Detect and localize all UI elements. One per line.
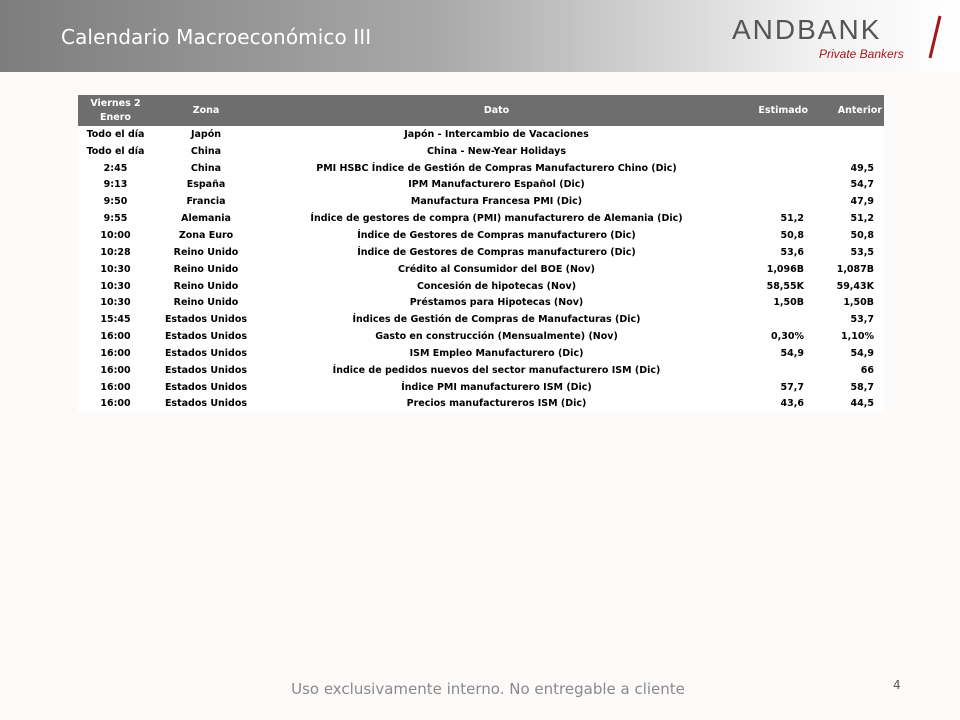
column-header-date: Viernes 2 Enero (78, 95, 153, 126)
cell-zone: Reino Unido (153, 244, 259, 261)
footer-disclaimer: Uso exclusivamente interno. No entregable a cliente (291, 680, 685, 698)
cell-estimate: 50,8 (734, 227, 810, 244)
cell-estimate: 53,6 (734, 244, 810, 261)
table-row (78, 193, 884, 210)
cell-zone: Japón (153, 126, 259, 143)
table-row (78, 294, 884, 311)
cell-zone: Reino Unido (153, 294, 259, 311)
logo-name: ANDBANK (732, 14, 882, 45)
cell-data: Índice de Gestores de Compras manufacturero (Dic) (259, 244, 734, 261)
cell-estimate (734, 177, 810, 194)
cell-data: Manufactura Francesa PMI (Dic) (259, 193, 734, 210)
cell-time: 9:55 (78, 210, 153, 227)
table-row (78, 160, 884, 177)
cell-previous: 1,087B (810, 261, 884, 278)
cell-estimate (734, 126, 810, 143)
table-row (78, 244, 884, 261)
cell-data: Índice de Gestores de Compras manufacturero (Dic) (259, 227, 734, 244)
cell-previous: 66 (810, 362, 884, 379)
cell-zone: Estados Unidos (153, 362, 259, 379)
cell-data: Crédito al Consumidor del BOE (Nov) (259, 261, 734, 278)
cell-data: Índices de Gestión de Compras de Manufacturas (Dic) (259, 311, 734, 328)
cell-time: 10:30 (78, 278, 153, 295)
cell-previous: 53,5 (810, 244, 884, 261)
cell-previous: 54,7 (810, 177, 884, 194)
cell-estimate: 57,7 (734, 379, 810, 396)
cell-zone: Alemania (153, 210, 259, 227)
cell-time: 16:00 (78, 345, 153, 362)
cell-time: 10:28 (78, 244, 153, 261)
cell-zone: Estados Unidos (153, 311, 259, 328)
table-row (78, 261, 884, 278)
logo-subtitle: Private Bankers (819, 47, 904, 61)
cell-zone: Reino Unido (153, 278, 259, 295)
cell-data: Japón - Intercambio de Vacaciones (259, 126, 734, 143)
table-row (78, 362, 884, 379)
calendar-table (78, 95, 884, 412)
table-row (78, 210, 884, 227)
cell-previous: 59,43K (810, 278, 884, 295)
cell-zone: Estados Unidos (153, 328, 259, 345)
cell-estimate: 54,9 (734, 345, 810, 362)
cell-estimate (734, 193, 810, 210)
cell-zone: Zona Euro (153, 227, 259, 244)
table-row (78, 328, 884, 345)
cell-zone: China (153, 143, 259, 160)
cell-previous: 53,7 (810, 311, 884, 328)
cell-previous: 1,50B (810, 294, 884, 311)
cell-previous: 47,9 (810, 193, 884, 210)
andbank-logo (732, 14, 952, 64)
table-row (78, 227, 884, 244)
column-header-data: Dato (259, 95, 734, 126)
cell-time: 15:45 (78, 311, 153, 328)
cell-time: 10:00 (78, 227, 153, 244)
cell-previous: 58,7 (810, 379, 884, 396)
cell-estimate (734, 311, 810, 328)
table-row (78, 396, 884, 413)
cell-time: 16:00 (78, 396, 153, 413)
cell-previous (810, 143, 884, 160)
cell-time: 10:30 (78, 294, 153, 311)
page-title: Calendario Macroeconómico III (61, 25, 372, 49)
cell-data: Índice de gestores de compra (PMI) manufacturero de Alemania (Dic) (259, 210, 734, 227)
cell-data: Préstamos para Hipotecas (Nov) (259, 294, 734, 311)
cell-time: 10:30 (78, 261, 153, 278)
cell-time: 16:00 (78, 328, 153, 345)
cell-estimate: 51,2 (734, 210, 810, 227)
cell-previous: 50,8 (810, 227, 884, 244)
cell-estimate: 1,50B (734, 294, 810, 311)
cell-data: IPM Manufacturero Español (Dic) (259, 177, 734, 194)
cell-data: PMI HSBC Índice de Gestión de Compras Manufacturero Chino (Dic) (259, 160, 734, 177)
table-row (78, 177, 884, 194)
cell-data: Concesión de hipotecas (Nov) (259, 278, 734, 295)
table-row (78, 311, 884, 328)
cell-estimate (734, 160, 810, 177)
table-row (78, 278, 884, 295)
cell-estimate: 1,096B (734, 261, 810, 278)
cell-previous: 1,10% (810, 328, 884, 345)
cell-previous: 54,9 (810, 345, 884, 362)
cell-time: 9:13 (78, 177, 153, 194)
cell-zone: Estados Unidos (153, 396, 259, 413)
table-row (78, 345, 884, 362)
cell-previous: 49,5 (810, 160, 884, 177)
cell-data: Gasto en construcción (Mensualmente) (Nov) (259, 328, 734, 345)
cell-estimate (734, 362, 810, 379)
page-number: 4 (893, 678, 901, 692)
column-header-zone: Zona (153, 95, 259, 126)
cell-data: Índice de pedidos nuevos del sector manufacturero ISM (Dic) (259, 362, 734, 379)
cell-data: China - New-Year Holidays (259, 143, 734, 160)
table-header-row (78, 95, 884, 126)
cell-data: ISM Empleo Manufacturero (Dic) (259, 345, 734, 362)
calendar-table-container (78, 95, 884, 412)
cell-zone: España (153, 177, 259, 194)
cell-time: 16:00 (78, 362, 153, 379)
column-header-previous: Anterior (810, 95, 884, 126)
cell-zone: Estados Unidos (153, 379, 259, 396)
header-bar (0, 0, 960, 72)
cell-time: 2:45 (78, 160, 153, 177)
cell-time: Todo el día (78, 143, 153, 160)
table-row (78, 143, 884, 160)
cell-estimate: 43,6 (734, 396, 810, 413)
table-row (78, 126, 884, 143)
cell-time: 9:50 (78, 193, 153, 210)
table-row (78, 379, 884, 396)
cell-previous (810, 126, 884, 143)
cell-estimate (734, 143, 810, 160)
cell-data: Precios manufactureros ISM (Dic) (259, 396, 734, 413)
cell-zone: Francia (153, 193, 259, 210)
cell-estimate: 58,55K (734, 278, 810, 295)
cell-time: 16:00 (78, 379, 153, 396)
column-header-estimate: Estimado (734, 95, 810, 126)
cell-estimate: 0,30% (734, 328, 810, 345)
cell-data: Índice PMI manufacturero ISM (Dic) (259, 379, 734, 396)
cell-zone: Reino Unido (153, 261, 259, 278)
cell-previous: 51,2 (810, 210, 884, 227)
cell-zone: China (153, 160, 259, 177)
cell-previous: 44,5 (810, 396, 884, 413)
cell-zone: Estados Unidos (153, 345, 259, 362)
logo-slash-icon (924, 14, 944, 60)
cell-time: Todo el día (78, 126, 153, 143)
